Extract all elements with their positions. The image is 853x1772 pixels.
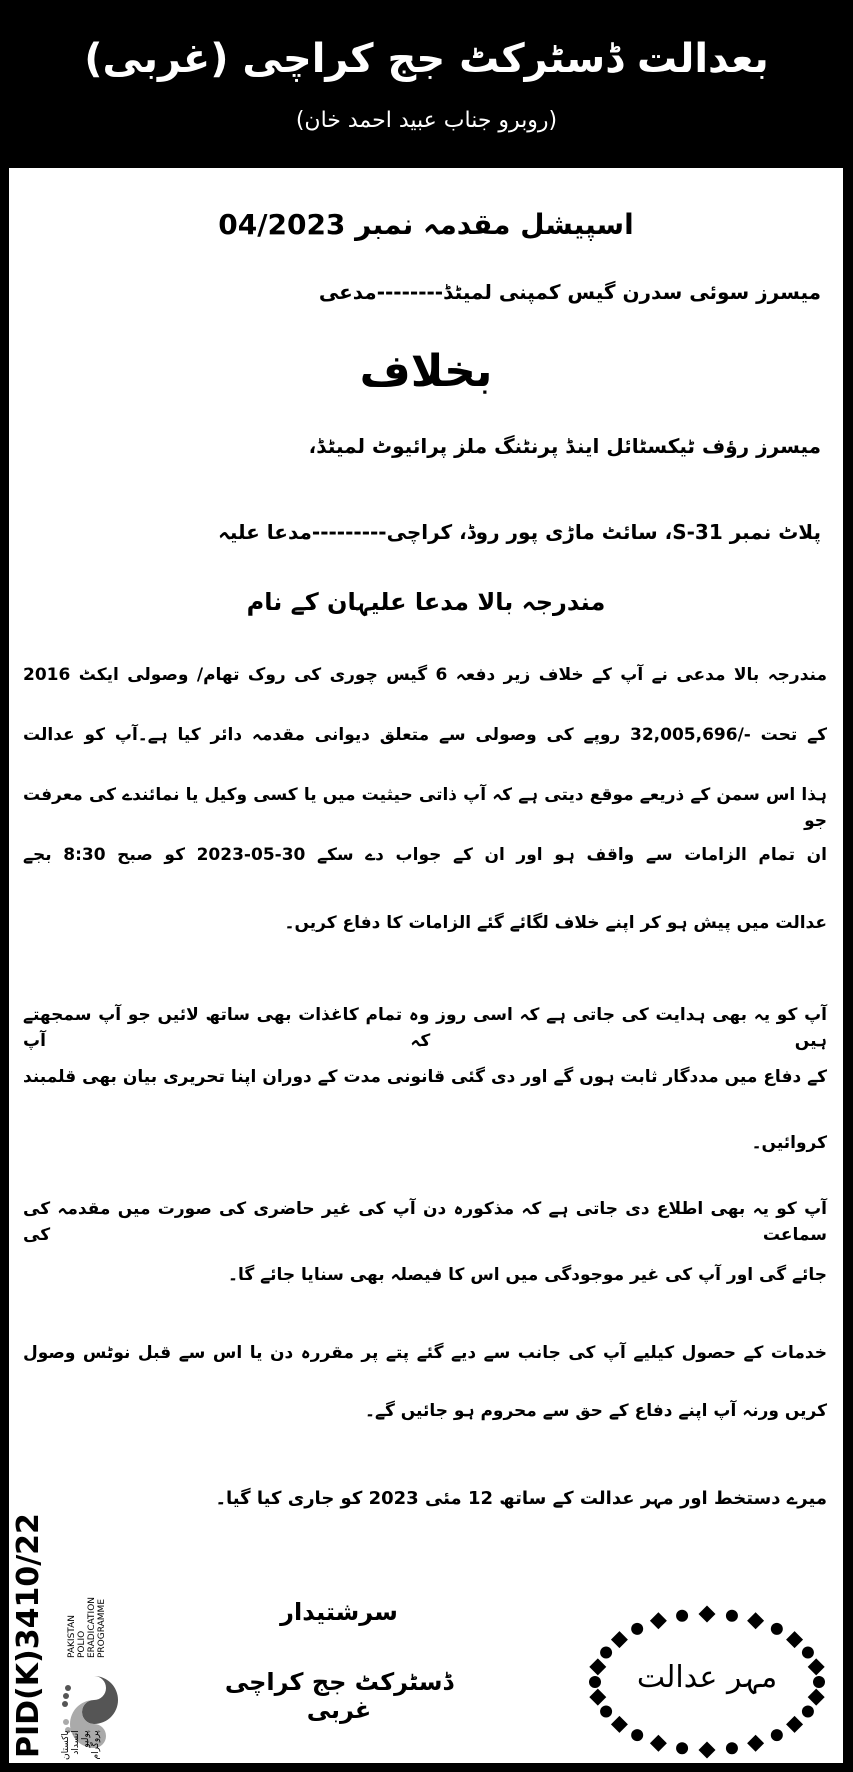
- paragraph-line: عدالت میں پیش ہو کر اپنے خلاف لگائے گئے الزامات کا دفاع کریں۔: [284, 913, 827, 933]
- pid-number: PID(K)3410/22: [11, 1513, 46, 1758]
- seal-ornament: [747, 1735, 764, 1752]
- court-seal: [585, 1604, 829, 1760]
- logo-text: پاکستان: [61, 1730, 71, 1760]
- seal-ornament: [611, 1631, 628, 1648]
- logo-text: POLIO: [77, 1630, 87, 1658]
- court-title: بعدالت ڈسٹرکٹ جج کراچی (غربی): [84, 36, 769, 82]
- seal-ornament: [771, 1729, 783, 1741]
- seal-ornament: [600, 1646, 612, 1658]
- seal-ornament: [699, 1606, 716, 1623]
- seal-ornament: [726, 1742, 738, 1754]
- polio-logo-english: [67, 1597, 107, 1658]
- notice-body: [9, 168, 843, 1763]
- seal-ornament: [786, 1716, 803, 1733]
- seal-ornament: [726, 1610, 738, 1622]
- seal-text: مہر عدالت: [636, 1660, 778, 1695]
- seal-ornament: [676, 1742, 688, 1754]
- paragraph-line: ان تمام الزامات سے واقف ہو اور ان کے جواب دے سکے 30-05-2023 کو صبح 8:30 بجے: [23, 845, 828, 865]
- polio-logo-urdu: [61, 1730, 101, 1760]
- logo-text: پولیو: [81, 1730, 91, 1748]
- logo-text: پروگرام: [91, 1730, 101, 1760]
- seal-ornament: [802, 1646, 814, 1658]
- paragraph-line: آپ کو یہ بھی ہدایت کی جاتی ہے کہ اسی روز وہ تمام کاغذات بھی ساتھ لائیں جو آپ سمجھتے ہیں کہ آپ: [23, 1005, 827, 1051]
- case-number: اسپیشل مقدمہ نمبر 04/2023: [218, 208, 634, 241]
- signatory-title: سرشتیدار: [280, 1598, 398, 1626]
- seal-ornament: [676, 1610, 688, 1622]
- paragraph-line: کریں ورنہ آپ اپنے دفاع کے حق سے محروم ہو جائیں گے۔: [365, 1401, 827, 1421]
- seal-ornament: [631, 1623, 643, 1635]
- seal-ornament: [650, 1612, 667, 1629]
- paragraph-line: ہذا اس سمن کے ذریعے موقع دیتی ہے کہ آپ ذاتی حیثیت میں یا کسی وکیل یا نمائندے کی معرفت جو: [23, 785, 827, 831]
- seal-ornament: [600, 1706, 612, 1718]
- paragraph-line: کے دفاع میں مددگار ثابت ہوں گے اور دی گئی قانونی مدت کے دوران اپنا تحریری بیان بھی قلمبند: [23, 1067, 827, 1087]
- logo-text: انسداد: [71, 1730, 81, 1755]
- logo-text: PROGRAMME: [97, 1598, 107, 1658]
- paragraph-line: مندرجہ بالا مدعی نے آپ کے خلاف زیر دفعہ 6 گیس چوری کی روک تھام/ وصولی ایکٹ 2016: [23, 665, 828, 685]
- plaintiff: میسرز سوئی سدرن گیس کمپنی لمیٹڈ--------مدعی: [318, 280, 821, 304]
- seal-ornament: [786, 1631, 803, 1648]
- paragraph-line: جائے گی اور آپ کی غیر موجودگی میں اس کا فیصلہ بھی سنایا جائے گا۔: [228, 1265, 827, 1285]
- seal-ornament: [631, 1729, 643, 1741]
- logo-text: ERADICATION: [87, 1596, 97, 1658]
- judge-name: (روبرو جناب عبید احمد خان): [295, 108, 558, 133]
- seal-ornament: [747, 1612, 764, 1629]
- seal-ornament: [611, 1716, 628, 1733]
- defendant: میسرز رؤف ٹیکسٹائل اینڈ پرنٹنگ ملز پرائیوٹ لمیٹڈ،: [308, 434, 821, 458]
- paragraph-line: آپ کو یہ بھی اطلاع دی جاتی ہے کہ مذکورہ دن آپ کی غیر حاضری کی صورت میں مقدمہ کی سماعت کی: [23, 1199, 827, 1245]
- court-header: [0, 0, 853, 168]
- paragraph-line: کروائیں۔: [751, 1133, 827, 1153]
- seal-ornament: [802, 1706, 814, 1718]
- issue-date-line: میرے دستخط اور مہر عدالت کے ساتھ 12 مئی 2023 کو جاری کیا گیا۔: [215, 1488, 827, 1509]
- seal-ornament: [771, 1623, 783, 1635]
- addressee-heading: مندرجہ بالا مدعا علیہان کے نام: [246, 588, 606, 616]
- signatory-office: ڈسٹرکٹ جج کراچی غربی: [224, 1668, 454, 1724]
- seal-ornament: [699, 1742, 716, 1759]
- logo-text: PAKISTAN: [67, 1615, 77, 1658]
- defendant-address: پلاٹ نمبر S-31، سائٹ ماڑی پور روڈ، کراچی---------مدعا علیہ: [218, 520, 821, 544]
- versus-heading: بخلاف: [359, 346, 493, 397]
- paragraph-line: خدمات کے حصول کیلیے آپ کی جانب سے دیے گئے پتے پر مقررہ دن یا اس سے قبل نوٹس وصول: [23, 1343, 827, 1363]
- paragraph-line: کے تحت -/32,005,696 روپے کی وصولی سے متعلق دیوانی مقدمہ دائر کیا ہے۔آپ کو عدالت: [23, 725, 827, 745]
- seal-ornament: [650, 1735, 667, 1752]
